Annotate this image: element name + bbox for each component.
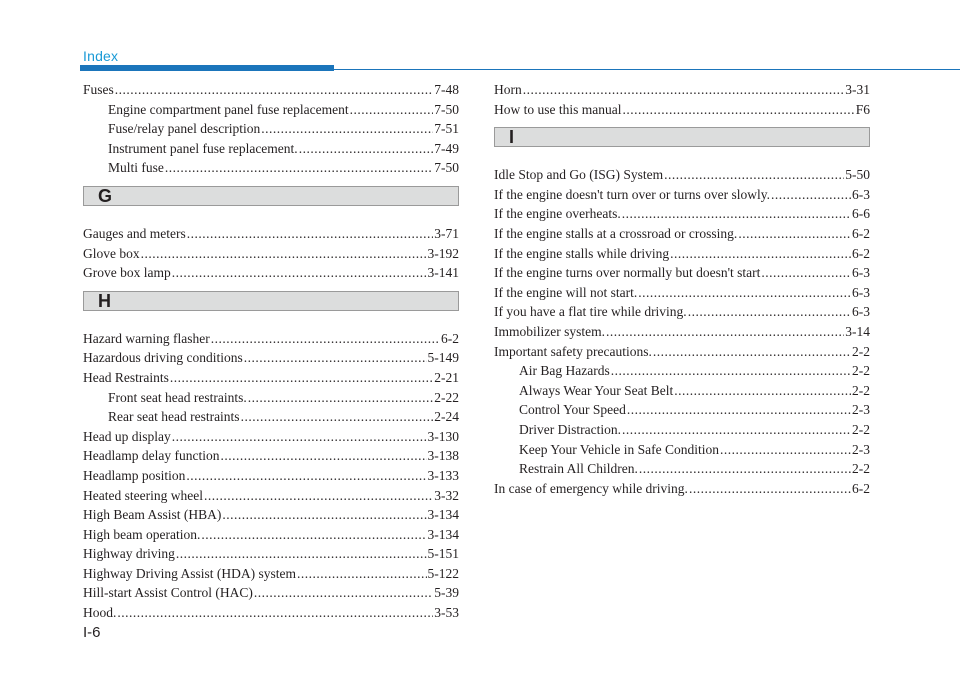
dot-leader [141,244,427,264]
index-entry[interactable] [83,329,459,349]
entry-label: High beam operation. [83,526,201,542]
entry-label: Immobilizer system. [494,323,605,339]
entry-label: How to use this manual [494,101,622,117]
entry-page: 6-2 [441,330,459,346]
entry-label: Fuses [83,82,114,97]
index-subentry[interactable] [83,139,459,159]
entry-label: Important safety precautions. [494,343,652,359]
index-entry[interactable] [494,224,870,244]
entry-label: Headlamp position [83,467,186,483]
entry-label: Horn [494,82,522,97]
index-entry[interactable] [83,505,459,525]
dot-leader [297,564,427,584]
entry-page: 2-24 [434,409,459,425]
index-entry[interactable] [494,244,870,264]
entry-page: 6-3 [852,265,870,281]
entry-page: 3-14 [845,323,870,339]
entry-page: 3-141 [427,265,459,281]
entry-label: If the engine overheats. [494,206,621,222]
entry-label: Heated steering wheel [83,487,203,503]
entry-page: 2-2 [852,343,870,359]
dot-leader [261,119,433,139]
letter-heading-i: I [494,127,870,147]
entry-page: 3-133 [427,467,459,483]
dot-leader [771,185,851,205]
entry-page: 7-50 [434,101,459,117]
index-entry[interactable] [83,368,459,388]
index-entry[interactable] [83,583,459,603]
dot-leader [523,80,845,100]
index-entry[interactable] [83,263,459,283]
index-entry[interactable] [494,204,870,224]
entry-label: Grove box lamp [83,265,171,281]
dot-leader [670,244,851,264]
entry-page: 7-51 [434,121,459,137]
entry-page: 2-21 [434,369,459,385]
dot-leader [201,525,426,545]
dot-leader [720,440,851,460]
header-accent-bar [80,65,334,71]
index-subentry[interactable] [494,381,870,401]
dot-leader [606,322,844,342]
entry-page: 5-149 [427,350,459,366]
entry-page: 3-53 [434,605,459,621]
entry-label: Driver Distraction. [519,421,621,437]
index-subentry[interactable] [83,388,459,408]
dot-leader [170,368,433,388]
dot-leader [176,544,427,564]
index-entry[interactable] [83,348,459,368]
dot-leader [115,80,433,100]
dot-leader [244,348,427,368]
dot-leader [220,446,426,466]
entry-label: Restrain All Children. [519,461,638,477]
index-entry[interactable] [83,525,459,545]
dot-leader [117,603,433,623]
entry-label: Highway Driving Assist (HDA) system [83,565,296,581]
index-subentry[interactable] [494,361,870,381]
dot-leader [248,388,434,408]
entry-page: 6-6 [852,206,870,222]
dot-leader [627,400,851,420]
entry-page: 6-3 [852,304,870,320]
dot-leader [674,381,851,401]
entry-page: 5-122 [427,565,459,581]
index-entry[interactable] [494,80,870,100]
entry-page: 7-48 [434,82,459,97]
index-subentry[interactable] [83,407,459,427]
entry-label: In case of emergency while driving. [494,480,688,496]
dot-leader [187,224,434,244]
entry-label: Air Bag Hazards [519,363,610,379]
dot-leader [299,139,434,159]
entry-label: Hill-start Assist Control (HAC) [83,585,253,601]
entry-page: 6-3 [852,284,870,300]
entry-label: Highway driving [83,546,175,562]
dot-leader [622,420,851,440]
entry-label: If the engine will not start. [494,284,638,300]
entry-page: 3-130 [427,428,459,444]
entry-page: 7-49 [434,140,459,156]
entry-label: Gauges and meters [83,225,186,241]
index-entry[interactable] [83,466,459,486]
dot-leader [350,100,434,120]
entry-page: 2-3 [852,402,870,418]
entry-page: 2-22 [434,389,459,405]
entry-page: 5-151 [427,546,459,562]
dot-leader [689,479,851,499]
entry-label: Engine compartment panel fuse replacement [108,101,349,117]
dot-leader [254,583,433,603]
entry-page: 2-2 [852,382,870,398]
index-subentry[interactable] [83,158,459,178]
letter-heading-h: H [83,291,459,311]
index-entry[interactable] [83,486,459,506]
index-entry[interactable] [83,603,459,623]
index-entry[interactable] [494,342,870,362]
index-entry[interactable] [494,302,870,322]
entry-label: Head Restraints [83,369,169,385]
index-entry[interactable] [83,446,459,466]
index-column-right [494,80,870,498]
entry-label: Rear seat head restraints [108,409,240,425]
dot-leader [172,427,427,447]
entry-label: Glove box [83,245,140,261]
index-entry[interactable] [494,165,870,185]
entry-page: 6-2 [852,480,870,496]
dot-leader [211,329,440,349]
entry-label: Control Your Speed [519,402,626,418]
dot-leader [761,263,851,283]
index-entry[interactable] [83,544,459,564]
entry-label: If you have a flat tire while driving. [494,304,687,320]
entry-page: 6-3 [852,186,870,202]
dot-leader [653,342,851,362]
entry-label: Head up display [83,428,171,444]
entry-page: 2-3 [852,441,870,457]
entry-label: Keep Your Vehicle in Safe Condition [519,441,719,457]
entry-page: 3-134 [427,526,459,542]
entry-page: 3-138 [427,448,459,464]
entry-label: Hazard warning flasher [83,330,210,346]
entry-label: If the engine turns over normally but doesn't start [494,265,761,281]
entry-page: 2-2 [852,421,870,437]
entry-page: 3-134 [427,507,459,523]
index-entry[interactable] [494,322,870,342]
entry-label: If the engine stalls at a crossroad or crossing. [494,225,738,241]
dot-leader [639,459,851,479]
dot-leader [738,224,851,244]
dot-leader [165,158,433,178]
entry-page: 2-2 [852,363,870,379]
entry-label: Multi fuse [108,160,164,176]
entry-page: 6-2 [852,225,870,241]
index-entry[interactable] [494,185,870,205]
entry-page: F6 [855,101,870,117]
entry-page: 5-50 [845,167,870,183]
entry-label: If the engine doesn't turn over or turns over slowly. [494,186,770,202]
dot-leader [611,361,851,381]
entry-page: 3-32 [434,487,459,503]
index-subentry[interactable] [494,459,870,479]
dot-leader [241,407,434,427]
entry-label: If the engine stalls while driving [494,245,670,261]
index-entry[interactable] [83,564,459,584]
letter-heading-g: G [83,186,459,206]
entry-label: Always Wear Your Seat Belt [519,382,674,398]
entry-page: 3-192 [427,245,459,261]
entry-page: 2-2 [852,461,870,477]
entry-page: 3-71 [434,225,459,241]
index-entry[interactable] [494,283,870,303]
dot-leader [638,283,851,303]
entry-page: 5-39 [434,585,459,601]
header-rule [334,69,960,70]
index-entry[interactable] [83,244,459,264]
entry-label: Headlamp delay function [83,448,220,464]
entry-page: 7-50 [434,160,459,176]
index-entry[interactable] [83,427,459,447]
dot-leader [186,466,426,486]
dot-leader [172,263,427,283]
index-subentry[interactable] [494,420,870,440]
page-number: I-6 [83,624,101,641]
index-subentry[interactable] [83,100,459,120]
index-subentry[interactable] [83,119,459,139]
dot-leader [622,204,851,224]
entry-page: 3-31 [845,82,870,97]
entry-label: Hazardous driving conditions [83,350,243,366]
index-column-left [83,80,459,623]
entry-label: Idle Stop and Go (ISG) System [494,167,664,183]
dot-leader [222,505,426,525]
entry-label: Hood. [83,605,117,621]
section-title: Index [83,48,119,64]
index-entry[interactable] [494,479,870,499]
dot-leader [664,165,844,185]
entry-label: High Beam Assist (HBA) [83,507,222,523]
index-entry[interactable] [494,263,870,283]
entry-label: Instrument panel fuse replacement. [108,140,298,156]
index-entry[interactable] [83,224,459,244]
dot-leader [623,100,855,120]
index-entry[interactable] [83,80,459,100]
entry-page: 6-2 [852,245,870,261]
entry-label: Front seat head restraints. [108,389,247,405]
index-subentry[interactable] [494,440,870,460]
index-entry[interactable] [494,100,870,120]
dot-leader [688,302,851,322]
entry-label: Fuse/relay panel description [108,121,261,137]
dot-leader [204,486,433,506]
index-subentry[interactable] [494,400,870,420]
